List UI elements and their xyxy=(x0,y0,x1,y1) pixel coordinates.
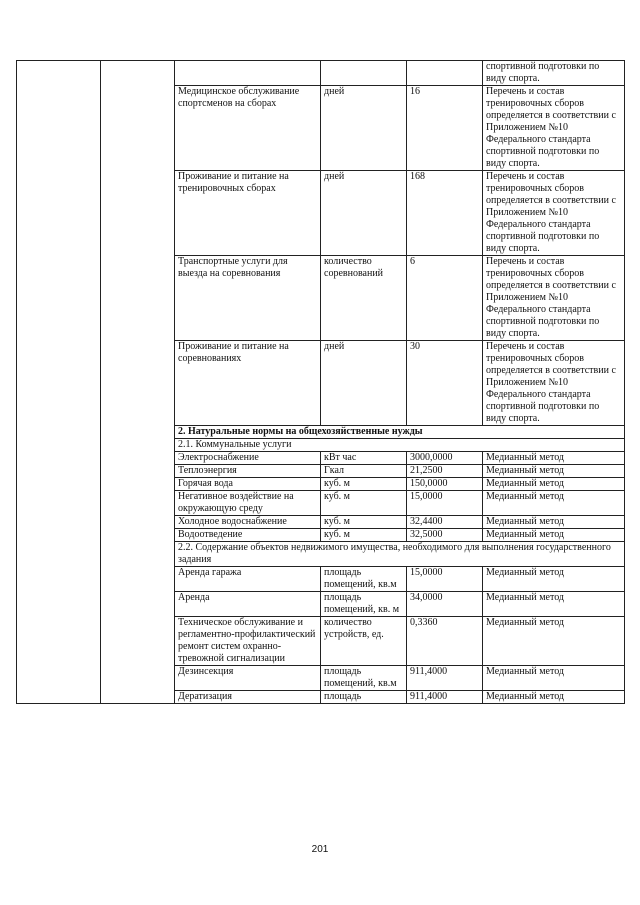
norms-table-body xyxy=(17,61,625,704)
cell-value: 32,5000 xyxy=(407,529,483,542)
cell-name: Теплоэнергия xyxy=(175,465,321,478)
cell-unit: куб. м xyxy=(321,478,407,491)
cell-value: 16 xyxy=(407,86,483,171)
cell-unit: дней xyxy=(321,171,407,256)
cell-name: Негативное воздействие на окружающую среду xyxy=(175,491,321,516)
cell-value: 15,0000 xyxy=(407,491,483,516)
norms-table xyxy=(16,60,625,704)
cell-value: 150,0000 xyxy=(407,478,483,491)
cell-value: 34,0000 xyxy=(407,592,483,617)
cell-note: Перечень и состав тренировочных сборов определяется в соответствии с Приложением №10 Федерального стандарта спортивной подготовки по виду спорта. xyxy=(483,86,625,171)
cell-note: Перечень и состав тренировочных сборов определяется в соответствии с Приложением №10 Федерального стандарта спортивной подготовки по виду спорта. xyxy=(483,171,625,256)
cell-unit: куб. м xyxy=(321,491,407,516)
cell-note: Медианный метод xyxy=(483,691,625,704)
cell-note: Медианный метод xyxy=(483,516,625,529)
cell-note: Медианный метод xyxy=(483,452,625,465)
cell-value: 911,4000 xyxy=(407,691,483,704)
cell-value: 911,4000 xyxy=(407,666,483,691)
cell-name: Медицинское обслуживание спортсменов на сборах xyxy=(175,86,321,171)
page-number: 201 xyxy=(311,844,329,855)
cell-note: Медианный метод xyxy=(483,529,625,542)
cell-value: 3000,0000 xyxy=(407,452,483,465)
cell-name xyxy=(175,61,321,86)
cell-value: 32,4400 xyxy=(407,516,483,529)
cell-unit: куб. м xyxy=(321,529,407,542)
section-heading: 2. Натуральные нормы на общехозяйственные нужды xyxy=(175,426,625,439)
cell-value: 0,3360 xyxy=(407,617,483,666)
cell-name: Аренда xyxy=(175,592,321,617)
cell-unit: площадь помещений, кв.м xyxy=(321,666,407,691)
section-subheading: 2.1. Коммунальные услуги xyxy=(175,439,625,452)
cell-value: 15,0000 xyxy=(407,567,483,592)
cell-name: Транспортные услуги для выезда на соревнования xyxy=(175,256,321,341)
cell-name: Горячая вода xyxy=(175,478,321,491)
cell-note: Медианный метод xyxy=(483,491,625,516)
cell-note: Медианный метод xyxy=(483,465,625,478)
cell-value: 6 xyxy=(407,256,483,341)
cell-value: 21,2500 xyxy=(407,465,483,478)
cell-note: Перечень и состав тренировочных сборов определяется в соответствии с Приложением №10 Федерального стандарта спортивной подготовки по виду спорта. xyxy=(483,341,625,426)
cell-note: спортивной подготовки по виду спорта. xyxy=(483,61,625,86)
cell-unit: Гкал xyxy=(321,465,407,478)
cell-unit: куб. м xyxy=(321,516,407,529)
cell-unit: кВт час xyxy=(321,452,407,465)
cell-name: Дератизация xyxy=(175,691,321,704)
cell-note: Медианный метод xyxy=(483,567,625,592)
cell-unit: площадь xyxy=(321,691,407,704)
cell-name: Холодное водоснабжение xyxy=(175,516,321,529)
cell-name: Техническое обслуживание и регламентно-профилактический ремонт систем охранно-тревожной сигнализации xyxy=(175,617,321,666)
table-row xyxy=(17,61,625,86)
cell-unit xyxy=(321,61,407,86)
blank-column-1 xyxy=(17,61,101,704)
cell-name: Аренда гаража xyxy=(175,567,321,592)
cell-name: Проживание и питание на тренировочных сборах xyxy=(175,171,321,256)
cell-name: Дезинсекция xyxy=(175,666,321,691)
section-subheading: 2.2. Содержание объектов недвижимого имущества, необходимого для выполнения государственного задания xyxy=(175,542,625,567)
cell-unit: количество соревнований xyxy=(321,256,407,341)
blank-column-2 xyxy=(101,61,175,704)
cell-name: Электроснабжение xyxy=(175,452,321,465)
cell-unit: площадь помещений, кв. м xyxy=(321,592,407,617)
cell-unit: дней xyxy=(321,86,407,171)
cell-note: Медианный метод xyxy=(483,478,625,491)
cell-name: Проживание и питание на соревнованиях xyxy=(175,341,321,426)
cell-note: Медианный метод xyxy=(483,666,625,691)
cell-value: 30 xyxy=(407,341,483,426)
cell-note: Медианный метод xyxy=(483,617,625,666)
cell-value: 168 xyxy=(407,171,483,256)
cell-note: Медианный метод xyxy=(483,592,625,617)
cell-name: Водоотведение xyxy=(175,529,321,542)
cell-unit: площадь помещений, кв.м xyxy=(321,567,407,592)
cell-note: Перечень и состав тренировочных сборов определяется в соответствии с Приложением №10 Федерального стандарта спортивной подготовки по виду спорта. xyxy=(483,256,625,341)
cell-value xyxy=(407,61,483,86)
cell-unit: количество устройств, ед. xyxy=(321,617,407,666)
cell-unit: дней xyxy=(321,341,407,426)
